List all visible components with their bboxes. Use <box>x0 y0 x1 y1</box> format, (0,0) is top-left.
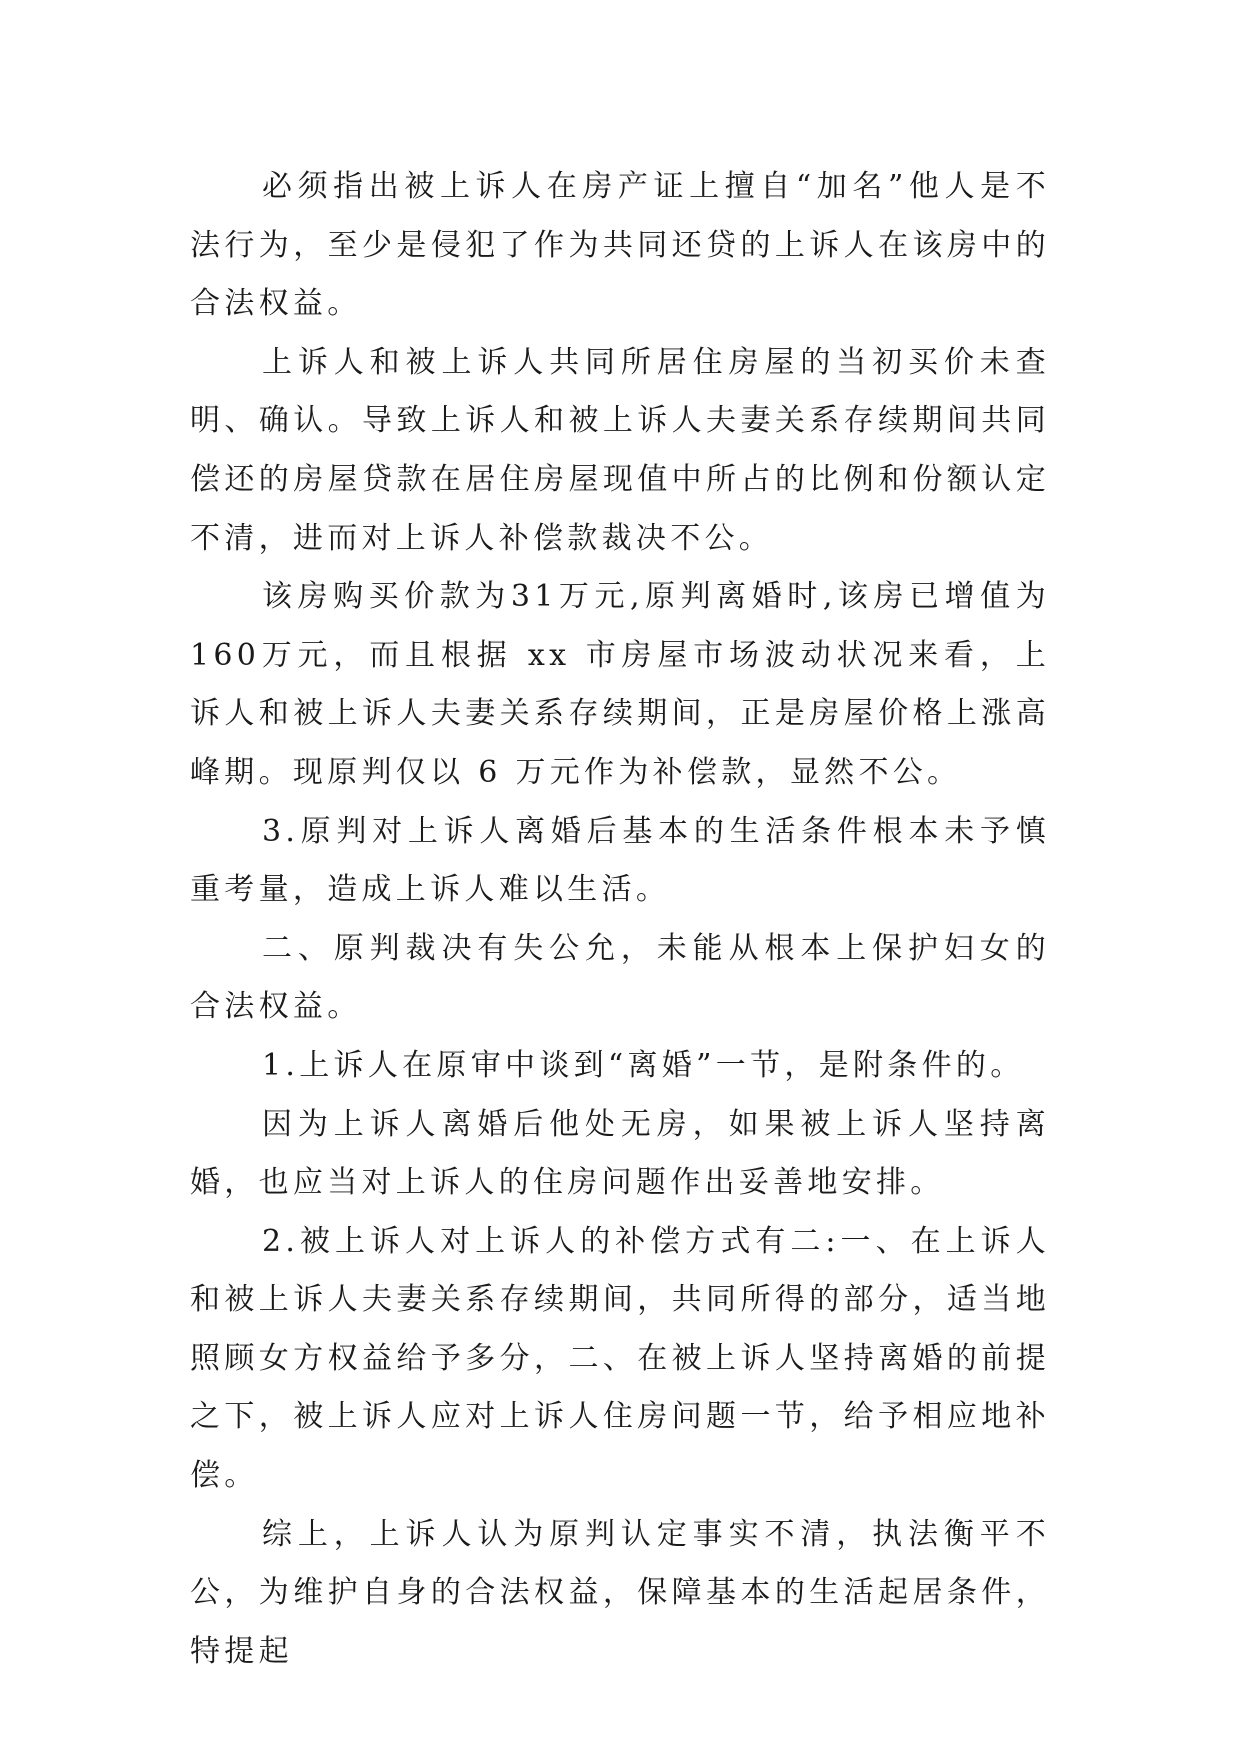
paragraph-point-1-conditional-divorce: 1.上诉人在原审中谈到“离婚”一节，是附条件的。 <box>262 1047 1025 1083</box>
paragraph-purchase-price-unverified: 上诉人和被上诉人共同所居住房屋的当初买价未查明、确认。导致上诉人和被上诉人夫妻关系存续期间共同偿还的房屋贷款在居住房屋现值中所占的比例和份额认定不清，进而对上诉人补偿款裁决不公。 <box>190 344 1050 556</box>
paragraph-point-2-compensation: 2.被上诉人对上诉人的补偿方式有二:一、在上诉人和被上诉人夫妻关系存续期间，共同所得的部分，适当地照顾女方权益给予多分，二、在被上诉人坚持离婚的前提之下，被上诉人应对上诉人住房问题一节，给予相应地补偿。 <box>190 1223 1050 1494</box>
paragraph-point-3-living-conditions: 3.原判对上诉人离婚后基本的生活条件根本未予慎重考量，造成上诉人难以生活。 <box>190 813 1050 908</box>
paragraph-housing-arrangement: 因为上诉人离婚后他处无房，如果被上诉人坚持离婚，也应当对上诉人的住房问题作出妥善地安排。 <box>190 1106 1050 1201</box>
paragraph-section-2-heading: 二、原判裁决有失公允，未能从根本上保护妇女的合法权益。 <box>190 930 1050 1025</box>
paragraph-house-appreciation: 该房购买价款为31万元,原判离婚时,该房已增值为160万元，而且根据 xx 市房屋市场波动状况来看，上诉人和被上诉人夫妻关系存续期间，正是房屋价格上涨高峰期。现原判仅以 6 万元作为补偿款，显然不公。 <box>190 579 1050 790</box>
paragraph-conclusion: 综上，上诉人认为原判认定事实不清，执法衡平不公，为维护自身的合法权益，保障基本的生活起居条件，特提起 <box>190 1516 1050 1669</box>
paragraph-illegal-name-adding: 必须指出被上诉人在房产证上擅自“加名”他人是不法行为，至少是侵犯了作为共同还贷的上诉人在该房中的合法权益。 <box>190 169 1050 322</box>
body-text <box>190 158 1050 1681</box>
